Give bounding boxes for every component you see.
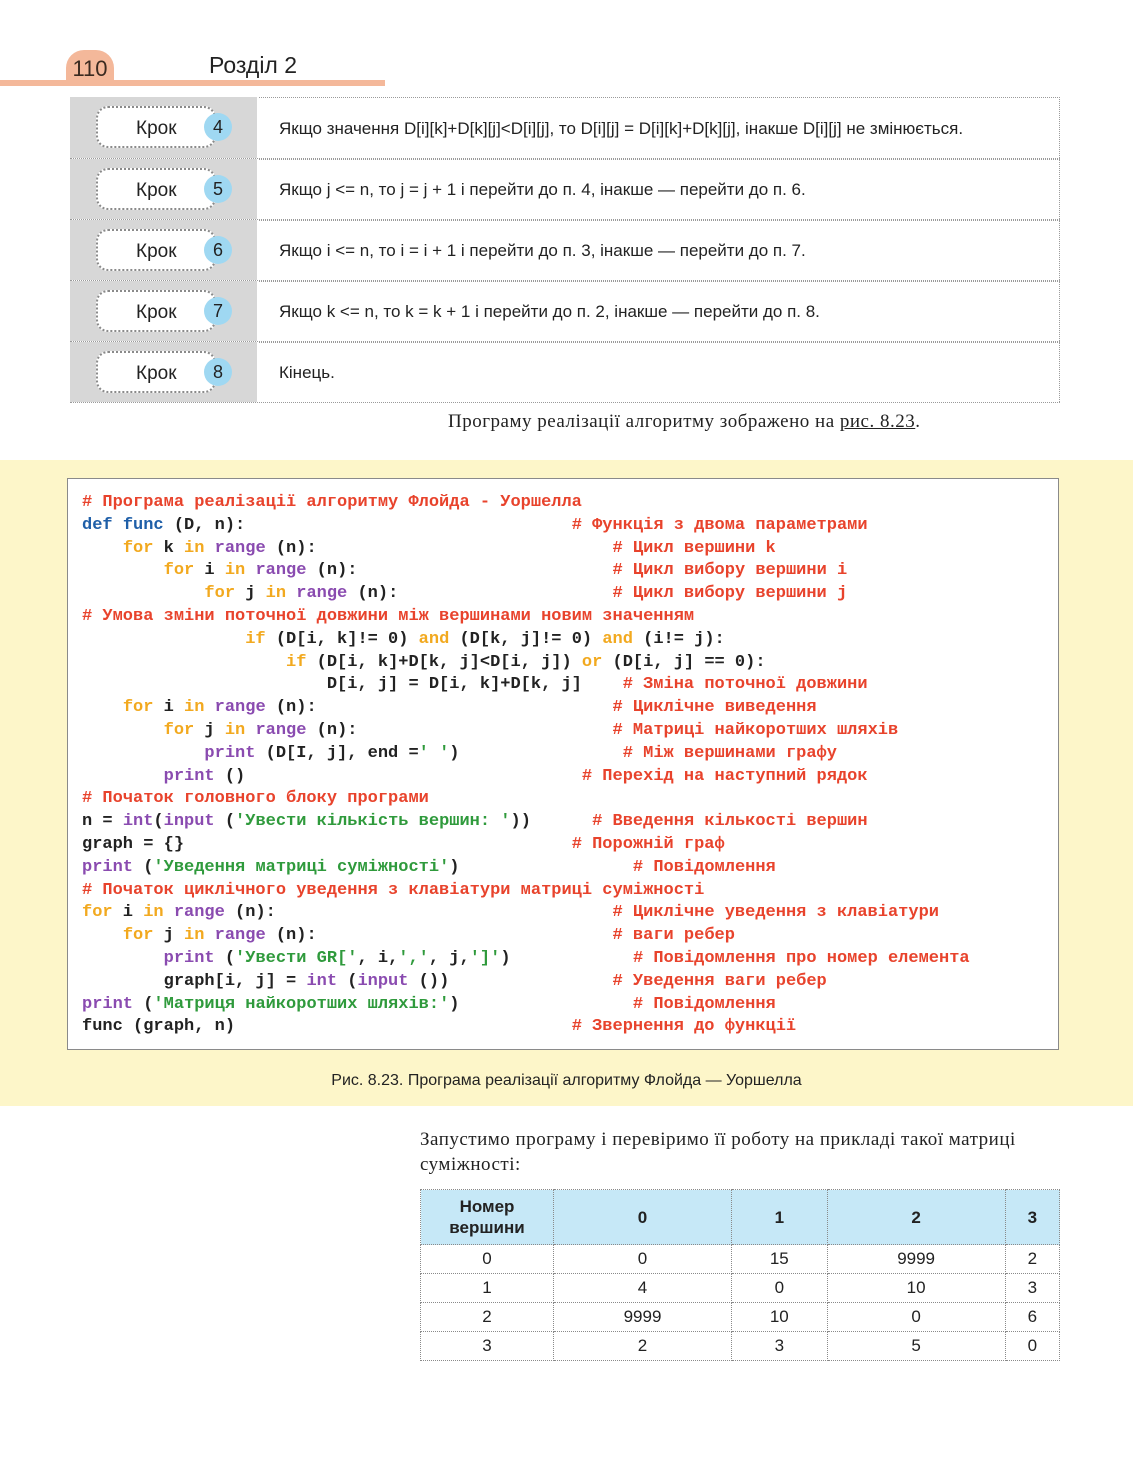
code-line — [82, 812, 868, 831]
code-token: ' ' — [418, 743, 450, 763]
code-comment: # Матриці найкоротших шляхів — [612, 720, 899, 740]
column-header: 1 — [732, 1190, 828, 1245]
step-row — [70, 342, 1060, 403]
code-token: range — [173, 903, 225, 923]
step-label: Крок — [96, 229, 216, 271]
code-line — [82, 584, 847, 603]
code-comment: # Цикл вершини k — [612, 538, 776, 558]
column-header: 0 — [554, 1190, 732, 1245]
code-comment: # Порожній граф — [571, 834, 725, 854]
table-row — [421, 1245, 1060, 1274]
code-line — [82, 972, 827, 991]
code-comment: # Циклічне виведення — [612, 698, 817, 718]
step-label-cell — [70, 97, 257, 158]
code-comment: # ваги ребер — [612, 926, 735, 946]
figure-caption: Рис. 8.23. Програма реалізації алгоритму Флойда — Уоршелла — [331, 1072, 802, 1089]
table-cell: 0 — [827, 1303, 1005, 1332]
code-token: ) — [449, 743, 623, 763]
code-line — [82, 858, 776, 877]
code-token — [82, 721, 164, 740]
code-comment: # Зміна поточної довжини — [622, 675, 868, 695]
code-token: print — [82, 994, 134, 1014]
code-comment: # Початок циклічного уведення з клавіатури матриці суміжності — [82, 880, 705, 900]
step-row — [70, 220, 1060, 281]
code-line — [82, 767, 868, 786]
code-token — [82, 767, 164, 786]
header-bar — [0, 80, 385, 86]
table-cell: 2 — [554, 1332, 732, 1361]
step-label-cell — [70, 159, 257, 219]
code-token — [164, 903, 174, 922]
code-token: in — [265, 584, 287, 604]
table-cell: 0 — [1005, 1332, 1059, 1361]
code-token: or — [581, 652, 603, 672]
code-token: D[i, j] = D[i, k]+D[k, j] — [82, 675, 623, 695]
code-token: input — [163, 812, 215, 832]
code-token: 'Матриця найкоротших шляхів:' — [153, 994, 450, 1014]
table-cell: 0 — [554, 1245, 732, 1274]
code-token: in — [224, 720, 246, 740]
code-token: and — [602, 629, 633, 649]
code-comment: # Повідомлення — [632, 994, 776, 1014]
code-token: (n): — [306, 720, 613, 740]
code-line — [82, 516, 868, 535]
code-token: (D[k, j]!= 0) — [449, 629, 603, 649]
code-token: print — [163, 766, 215, 786]
code-line — [82, 630, 725, 649]
code-token: in — [184, 538, 205, 558]
code-token: range — [255, 561, 307, 581]
code-token — [82, 539, 123, 558]
code-token: for — [204, 584, 236, 604]
step-number-badge: 4 — [204, 113, 232, 141]
code-token: in — [184, 926, 205, 946]
code-token: def — [82, 515, 113, 535]
code-token: and — [418, 629, 450, 649]
code-comment: # Перехід на наступний рядок — [581, 766, 868, 786]
code-token: input — [357, 971, 409, 991]
code-token: range — [214, 698, 266, 718]
code-token: range — [296, 584, 348, 604]
code-token: j — [194, 720, 225, 740]
code-line — [82, 493, 582, 512]
code-token: (D, n): — [163, 515, 572, 535]
code-token: (n): — [265, 926, 613, 946]
code-line — [82, 1017, 796, 1036]
code-line — [82, 881, 704, 900]
table-cell: 1 — [421, 1274, 554, 1303]
column-header: 2 — [827, 1190, 1005, 1245]
intro-end: . — [915, 411, 921, 432]
table-cell: 3 — [1005, 1274, 1059, 1303]
code-comment: # Циклічне уведення з клавіатури — [612, 903, 939, 923]
step-text: Кінець. — [259, 342, 1060, 402]
code-token: i — [153, 698, 185, 718]
code-token — [82, 653, 286, 672]
step-number-badge: 8 — [204, 358, 232, 386]
code-token: (D[I, j], end = — [255, 743, 419, 763]
step-label: Крок — [96, 106, 216, 148]
code-comment: # Уведення ваги ребер — [612, 971, 827, 991]
code-token: for — [82, 903, 113, 923]
code-comment: # Між вершинами графу — [622, 743, 837, 763]
code-token — [204, 698, 214, 717]
code-token: , j, — [428, 948, 470, 968]
code-token: 'Увести кількість вершин: ' — [235, 812, 511, 832]
column-header: 3 — [1005, 1190, 1059, 1245]
code-comment: # Повідомлення про номер елемента — [632, 948, 970, 968]
code-token: (n): — [347, 584, 613, 604]
code-token: )) — [510, 812, 593, 832]
code-line — [82, 835, 725, 854]
code-token: int — [306, 971, 338, 991]
table-row — [421, 1332, 1060, 1361]
code-token: ',' — [398, 948, 429, 968]
code-token: ( — [214, 948, 236, 968]
code-token: graph[i, j] = — [82, 971, 307, 991]
code-token — [113, 516, 123, 535]
code-comment: # Звернення до функції — [571, 1017, 797, 1037]
code-comment: # Цикл вибору вершини j — [612, 584, 848, 604]
step-text: Якщо k <= n, то k = k + 1 і перейти до п. 2, інакше — перейти до п. 8. — [259, 281, 1060, 341]
code-token: for — [163, 561, 195, 581]
code-token: print — [82, 857, 134, 877]
table-cell: 0 — [421, 1245, 554, 1274]
table-cell: 9999 — [554, 1303, 732, 1332]
code-token: (n): — [306, 561, 613, 581]
code-token: in — [224, 561, 246, 581]
code-token: ']' — [469, 948, 501, 968]
code-token: for — [122, 926, 154, 946]
code-token: k — [153, 538, 185, 558]
step-label: Крок — [96, 168, 216, 210]
code-token — [286, 584, 296, 603]
code-token: range — [214, 926, 266, 946]
code-token: ( — [214, 812, 236, 832]
code-token: graph = {} — [82, 834, 572, 854]
code-token: print — [163, 948, 215, 968]
code-line — [82, 675, 868, 694]
algorithm-steps — [70, 97, 1060, 403]
code-line — [82, 789, 429, 808]
table-cell: 3 — [421, 1332, 554, 1361]
code-token: (D[i, j] == 0): — [602, 652, 766, 672]
table-cell: 15 — [732, 1245, 828, 1274]
code-token — [82, 584, 204, 603]
code-token: ) — [500, 948, 633, 968]
code-token: 'Увести GR[' — [235, 948, 358, 968]
column-header: Номер вершини — [421, 1190, 554, 1245]
code-line — [82, 698, 817, 717]
code-token: n = — [82, 812, 123, 832]
step-label: Крок — [96, 351, 216, 393]
code-token — [82, 949, 164, 968]
table-cell: 10 — [827, 1274, 1005, 1303]
step-number-badge: 5 — [204, 175, 232, 203]
code-token — [82, 561, 164, 580]
table-cell: 3 — [732, 1332, 828, 1361]
code-token: j — [153, 926, 185, 946]
code-token — [245, 561, 255, 580]
code-token — [82, 630, 245, 649]
code-token: (D[i, k]+D[k, j]<D[i, j]) — [306, 652, 582, 672]
code-token — [82, 926, 123, 945]
code-line — [82, 607, 694, 626]
code-line — [82, 539, 776, 558]
page-number: 110 — [66, 50, 114, 86]
step-text: Якщо значення D[i][k]+D[k][j]<D[i][j], то D[i][j] = D[i][k]+D[k][j], інакше D[i][j] не змінюється. — [259, 97, 1060, 158]
table-cell: 10 — [732, 1303, 828, 1332]
code-token: ( — [133, 994, 154, 1014]
code-line — [82, 744, 837, 763]
adjacency-matrix-table — [420, 1189, 1060, 1361]
table-cell: 5 — [827, 1332, 1005, 1361]
code-token: j — [235, 584, 266, 604]
figure-reference-link[interactable]: рис. 8.23 — [839, 411, 916, 432]
code-line — [82, 721, 898, 740]
code-token: int — [122, 812, 154, 832]
code-token: (n): — [224, 903, 613, 923]
code-token: () — [214, 766, 582, 786]
table-cell: 6 — [1005, 1303, 1059, 1332]
code-comment: # Умова зміни поточної довжини між вершинами новим значенням — [82, 606, 695, 626]
code-token: if — [245, 629, 266, 649]
code-token: for — [122, 538, 154, 558]
code-comment: # Функція з двома параметрами — [571, 515, 868, 535]
table-cell: 2 — [1005, 1245, 1059, 1274]
table-header-row — [421, 1190, 1060, 1245]
step-label-cell — [70, 281, 257, 341]
code-token: 'Уведення матриці суміжності' — [153, 857, 450, 877]
code-token — [204, 539, 214, 558]
code-token: func (graph, n) — [82, 1017, 572, 1037]
code-listing — [67, 478, 1059, 1050]
step-number-badge: 7 — [204, 297, 232, 325]
table-row — [421, 1303, 1060, 1332]
table-cell: 9999 — [827, 1245, 1005, 1274]
code-line — [82, 995, 776, 1014]
code-comment: # Введення кількості вершин — [592, 812, 868, 832]
code-token: i — [194, 561, 225, 581]
intro-text: Програму реалізації алгоритму зображено на — [448, 411, 840, 432]
step-row — [70, 281, 1060, 342]
step-row — [70, 159, 1060, 220]
code-token: (i!= j): — [632, 629, 725, 649]
code-token — [82, 744, 204, 763]
code-token: in — [184, 698, 205, 718]
code-line — [82, 653, 766, 672]
paragraph: Запустимо програму і перевіримо її роботу на прикладі такої матриці суміжності: — [420, 1129, 1016, 1175]
step-text: Якщо j <= n, то j = j + 1 і перейти до п. 4, інакше — перейти до п. 6. — [259, 159, 1060, 219]
code-comment: # Програма реалізації алгоритму Флойда - Уоршелла — [82, 493, 582, 512]
table-row — [421, 1274, 1060, 1303]
code-token — [204, 926, 214, 945]
code-token: (n): — [265, 538, 613, 558]
code-token: ( — [153, 812, 164, 832]
intro-sentence — [448, 411, 921, 433]
code-line — [82, 926, 735, 945]
code-token: range — [255, 720, 307, 740]
code-line — [82, 903, 939, 922]
code-token: ) — [449, 857, 633, 877]
code-token: ( — [133, 857, 154, 877]
code-block — [82, 492, 970, 1039]
code-comment: # Початок головного блоку програми — [82, 789, 429, 809]
code-token: func — [122, 515, 164, 535]
code-comment: # Повідомлення — [632, 857, 776, 877]
code-token: range — [214, 538, 266, 558]
step-label: Крок — [96, 290, 216, 332]
code-token: i — [112, 903, 144, 923]
table-cell: 2 — [421, 1303, 554, 1332]
chapter-title: Розділ 2 — [209, 52, 298, 78]
code-token: if — [286, 652, 307, 672]
code-comment: # Цикл вибору вершини i — [612, 561, 848, 581]
table-cell: 4 — [554, 1274, 732, 1303]
code-token: ) — [449, 994, 633, 1014]
code-token: in — [143, 903, 164, 923]
step-row — [70, 97, 1060, 159]
code-token: (D[i, k]!= 0) — [265, 629, 419, 649]
step-label-cell — [70, 342, 257, 402]
code-token: print — [204, 743, 256, 763]
step-number-badge: 6 — [204, 236, 232, 264]
code-line — [82, 561, 847, 580]
code-token: (n): — [265, 698, 613, 718]
code-token: for — [122, 698, 154, 718]
code-token: for — [163, 720, 195, 740]
table-cell: 0 — [732, 1274, 828, 1303]
code-token — [82, 698, 123, 717]
code-line — [82, 949, 970, 968]
code-token — [245, 721, 255, 740]
step-label-cell — [70, 220, 257, 280]
code-token: , i, — [357, 948, 399, 968]
code-token: ()) — [408, 971, 613, 991]
step-text: Якщо i <= n, то i = i + 1 і перейти до п. 3, інакше — перейти до п. 7. — [259, 220, 1060, 280]
code-token: ( — [337, 971, 358, 991]
